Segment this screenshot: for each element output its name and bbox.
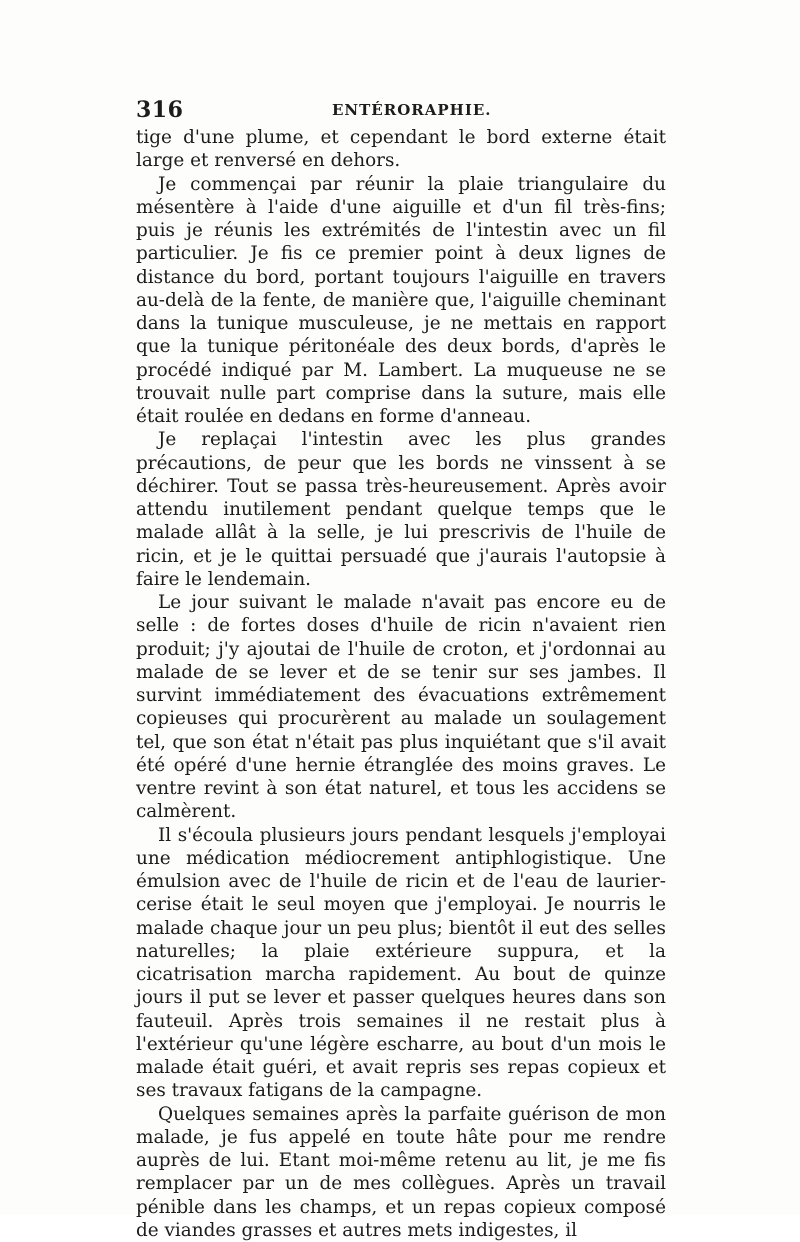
paragraph-continuation: tige d'une plume, et cependant le bord externe était large et renversé en dehors. [136, 126, 666, 173]
body-text [136, 126, 666, 1242]
running-title: ENTÉRORAPHIE. [332, 101, 492, 119]
paragraph-replacement: Je replaçai l'intestin avec les plus grandes précautions, de peur que les bords ne vinssent à se déchirer. Tout se passa très-heureusement. Après avoir attendu inutilement pendant quelque temps que le malade allât à la selle, je lui prescrivis de l'huile de ricin, et je le quittai persuadé que j'aurais l'autopsie à faire le lendemain. [136, 428, 666, 591]
paragraph-relapse: Quelques semaines après la parfaite guérison de mon malade, je fus appelé en toute hâte pour me rendre auprès de lui. Etant moi-même retenu au lit, je me fis remplacer par un de mes collègues. Après un travail pénible dans les champs, et un repas copieux composé de viandes grasses et autres mets indigestes, il [136, 1103, 666, 1242]
page-number: 316 [136, 97, 183, 123]
paragraph-next-day: Le jour suivant le malade n'avait pas encore eu de selle : de fortes doses d'huile de ricin n'avaient rien produit; j'y ajoutai de l'huile de croton, et j'ordonnai au malade de se lever et de se tenir sur ses jambes. Il survint immédiatement des évacuations extrêmement copieuses qui procurèrent au malade un soulagement tel, que son état n'était pas plus inquiétant que s'il avait été opéré d'une hernie étranglée des moins graves. Le ventre revint à son état naturel, et tous les accidens se calmèrent. [136, 591, 666, 824]
paragraph-recovery: Il s'écoula plusieurs jours pendant lesquels j'employai une médication médiocrement antiphlogistique. Une émulsion avec de l'huile de ricin et de l'eau de laurier-cerise était le seul moyen que j'employai. Je nourris le malade chaque jour un peu plus; bientôt il eut des selles naturelles; la plaie extérieure suppura, et la cicatrisation marcha rapidement. Au bout de quinze jours il put se lever et passer quelques heures dans son fauteuil. Après trois semaines il ne restait plus à l'extérieur qu'une légère escharre, au bout d'un mois le malade était guéri, et avait repris ses repas copieux et ses travaux fatigans de la campagne. [136, 824, 666, 1103]
page-header [136, 97, 666, 123]
paragraph-suture-procedure: Je commençai par réunir la plaie triangulaire du mésentère à l'aide d'une aiguille et d'un fil très-fins; puis je réunis les extrémités de l'intestin avec un fil particulier. Je fis ce premier point à deux lignes de distance du bord, portant toujours l'aiguille en travers au-delà de la fente, de manière que, l'aiguille cheminant dans la tunique musculeuse, je ne mettais en rapport que la tunique péritonéale des deux bords, d'après le procédé indiqué par M. Lambert. La muqueuse ne se trouvait nulle part comprise dans la suture, mais elle était roulée en dedans en forme d'anneau. [136, 173, 666, 429]
